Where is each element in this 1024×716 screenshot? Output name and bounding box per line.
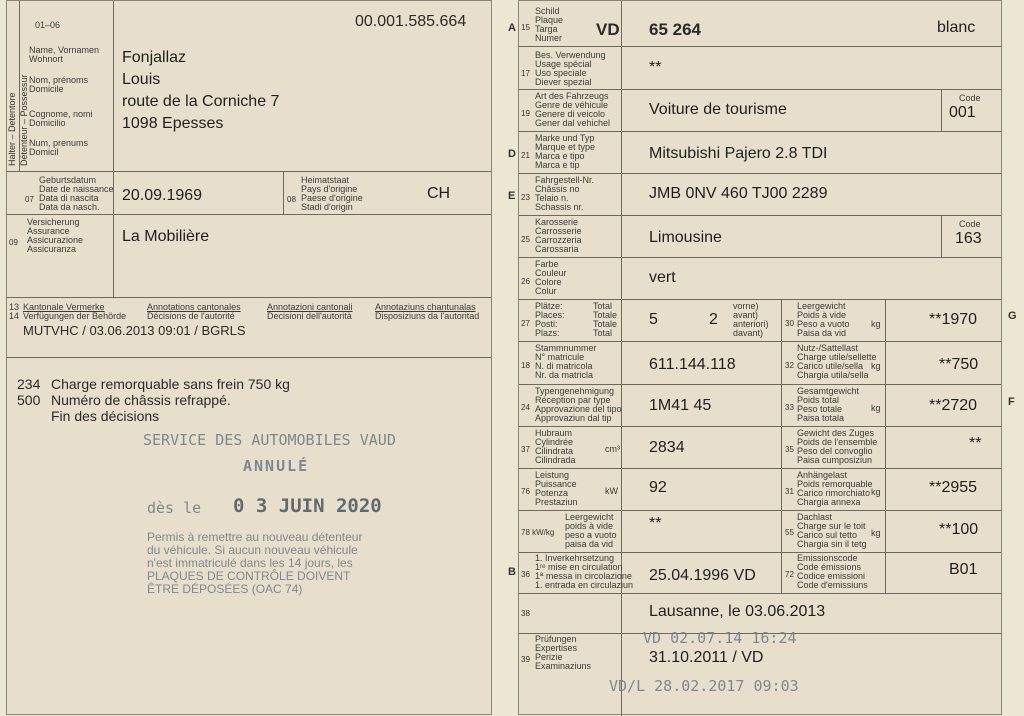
plate-color: blanc	[937, 19, 976, 36]
field-number-55: 55	[785, 528, 794, 537]
total-weight-label: Gesamtgewicht Poids total Peso totale Paisa totala	[797, 386, 860, 423]
special-use-value: **	[649, 59, 662, 76]
field-number-17: 17	[521, 69, 530, 78]
code-label: Code	[959, 93, 981, 103]
name-label-de: Name, Vornamen Wohnort	[29, 45, 100, 64]
vehicle-color: vert	[649, 269, 676, 286]
decision-item: Fin des décisions	[51, 408, 160, 424]
cancellation-date: 0 3 JUIN 2020	[233, 495, 382, 517]
field-number-25: 25	[521, 235, 530, 244]
cancellation-stamp-annule: ANNULÉ	[243, 457, 310, 475]
body-label: Karosserie Carrosserie Carrozzeria Carossaria	[535, 217, 582, 254]
trailer-load: **2955	[929, 479, 978, 496]
holder-line: Fonjallaz	[122, 49, 187, 66]
plate-canton: VD	[596, 20, 620, 39]
field-number-35: 35	[785, 445, 794, 454]
field-number-27: 27	[521, 319, 530, 328]
power: 92	[649, 479, 667, 496]
kg-unit: kg	[871, 487, 881, 497]
roof-load: **100	[939, 521, 979, 538]
cantonal-label-fr: Annotations cantonales	[147, 302, 241, 312]
name-label-it: Cognome, nomi Domicilio	[29, 109, 93, 128]
field-number-01-06: 01–06	[35, 20, 61, 30]
birth-date: 20.09.1969	[122, 187, 203, 204]
decisions-label-fr: Décisions de l'autorité	[147, 311, 235, 321]
field-number-23: 23	[521, 193, 530, 202]
holder-section-label-fr: Détenteur – Possessur	[19, 74, 29, 166]
kg-unit: kg	[871, 403, 881, 413]
empty-weight-label: Leergewicht Poids à vide Peso a vuoto Paisa da vid	[797, 301, 850, 338]
matricule: 611.144.118	[649, 356, 736, 373]
holder-line: 1098 Epesses	[122, 115, 224, 132]
cylinder-capacity: 2834	[649, 439, 685, 456]
name-label-rm: Num, prenums Domicil	[29, 138, 89, 157]
chassis-number: JMB 0NV 460 TJ00 2289	[649, 185, 828, 202]
plate-label: Schild Plaque Targa Numer	[535, 6, 564, 43]
margin-letter-a: A	[508, 22, 516, 34]
train-weight-label: Gewicht des Zuges Poids de l'ensemble Peso del convoglio Paisa cumposiziun	[797, 428, 878, 465]
power-label: Leistung Puissance Potenza Prestaziun	[535, 470, 578, 507]
cantonal-label-de: Kantonale Vermerke	[23, 302, 105, 312]
chassis-label: Fahrgestell-Nr. Châssis no Telaio n. Schassis nr.	[535, 175, 595, 212]
field-number-07: 07	[25, 195, 34, 204]
decision-item: 500 Numéro de châssis refrappé.	[17, 392, 231, 408]
name-label-fr: Nom, prénoms Domicile	[29, 75, 89, 94]
margin-letter-b: B	[508, 566, 516, 578]
last-examination: 31.10.2011 / VD	[649, 649, 764, 666]
field-number-13: 13	[9, 302, 20, 312]
right-page	[518, 0, 1002, 715]
holder-name-address	[122, 47, 279, 135]
inspection-stamp-2014: VD 02.07.14 16:24	[643, 629, 797, 647]
holder-section-label-de: Halter – Detentore	[7, 92, 17, 166]
seats-label: Plätze: Places: Posti: Plazs:	[535, 301, 565, 338]
field-number-09: 09	[9, 238, 18, 247]
field-number-78: 78 kW/kg	[521, 528, 555, 537]
kw-unit: kW	[605, 486, 618, 496]
field-number-26: 26	[521, 277, 530, 286]
field-number-30: 30	[785, 319, 794, 328]
plate-number: 65 264	[649, 20, 701, 39]
type-approval: 1M41 45	[649, 397, 712, 414]
field-number-18: 18	[521, 361, 530, 370]
type-approval-label: Typengenehmigung Réception par type Approvazione del tipo Approvaziun dal tip	[535, 386, 622, 423]
document-number: 00.001.585.664	[355, 13, 467, 30]
roof-load-label: Dachlast Charge sur le toit Carico sul tetto Chargia sin il tetg	[797, 512, 867, 549]
field-number-19: 19	[521, 109, 530, 118]
field-number-37: 37	[521, 445, 530, 454]
field-number-15: 15	[521, 23, 530, 32]
body-code: 163	[955, 230, 982, 247]
field-number-24: 24	[521, 403, 530, 412]
holder-line: Louis	[122, 71, 161, 88]
matricule-label: Stammnummer N° matricule N. di matricola Nr. da matricla	[535, 343, 597, 380]
payload: **750	[939, 356, 979, 373]
field-number-36: 36	[521, 570, 530, 579]
cancellation-stamp-des: dès le	[147, 499, 202, 517]
birth-date-label: Geburtsdatum Date de naissance Data di nascita Data da nasch.	[39, 175, 114, 212]
kg-unit: kg	[871, 528, 881, 538]
kg-unit: kg	[871, 319, 881, 329]
vehicle-type-label: Art des Fahrzeugs Genre de véhicule Genere di veicolo Gener dal vehichel	[535, 91, 611, 128]
body-type: Limousine	[649, 229, 722, 246]
left-page	[6, 0, 492, 715]
field-number-21: 21	[521, 151, 530, 160]
field-number-39: 39	[521, 655, 530, 664]
insurance-value: La Mobilière	[122, 228, 210, 245]
power-weight-ratio: **	[649, 515, 662, 532]
cantonal-label-it: Annotazioni cantonali	[267, 302, 353, 312]
emission-code: B01	[949, 561, 978, 578]
origin-value: CH	[427, 185, 451, 202]
cancellation-stamp-text: Permis à remettre au nouveau détenteur du véhicule. Si aucun nouveau véhicule n'est immatriculé dans les 14 jours, les PLAQUES DE CONTRÔLE DOIVENT ÊTRE DÉPOSÉES (OAC 74)	[147, 530, 363, 596]
cm3-unit: cm³	[605, 444, 620, 454]
emission-code-label: Emissionscode Code émissions Codice emissioni Code d'emissiuns	[797, 553, 868, 590]
make-type: Mitsubishi Pajero 2.8 TDI	[649, 145, 828, 162]
field-number-38: 38	[521, 609, 530, 618]
code-label: Code	[959, 219, 981, 229]
empty-weight: **1970	[929, 311, 978, 328]
seats-front: 2	[709, 311, 718, 328]
special-use-label: Bes. Verwendung Usage spécial Uso speciale Diever spezial	[535, 50, 606, 87]
margin-letter-g: G	[1008, 310, 1017, 322]
kg-unit: kg	[871, 361, 881, 371]
make-label: Marke und Typ Marque et type Marca e tipo Marca e tip	[535, 133, 596, 170]
field-number-14: 14	[9, 311, 20, 321]
seats-total-label: Total Totale Totale Total	[593, 301, 618, 338]
first-registration: 25.04.1996 VD	[649, 567, 756, 584]
issue-place-date: Lausanne, le 03.06.2013	[649, 603, 826, 620]
vehicle-type: Voiture de tourisme	[649, 101, 787, 118]
insurance-label: Versicherung Assurance Assicurazione Assicuranza	[27, 217, 84, 254]
field-number-32: 32	[785, 361, 794, 370]
seats-front-label: vorne) avant) anteriori) davant)	[733, 301, 769, 338]
field-number-76: 76	[521, 487, 530, 496]
holder-line: route de la Corniche 7	[122, 93, 280, 110]
cantonal-label-rm: Annotaziuns chantunalas	[375, 302, 476, 312]
cantonal-annotation: MUTVHC / 03.06.2013 09:01 / BGRLS	[23, 323, 246, 338]
field-number-31: 31	[785, 487, 794, 496]
first-registration-label: 1. Inverkehrsetzung 1ʳᵉ mise en circulation 1ª messa in circolazione 1. entrada en circulaziun	[535, 553, 634, 590]
field-number-33: 33	[785, 403, 794, 412]
seats-total: 5	[649, 311, 658, 328]
total-weight: **2720	[929, 397, 978, 414]
margin-letter-d: D	[508, 148, 516, 160]
payload-label: Nutz-/Sattellast Charge utile/sellette Carico utile/sella Chargia utila/sella	[797, 343, 877, 380]
train-weight: **	[969, 435, 982, 452]
vehicle-type-code: 001	[949, 104, 976, 121]
decisions-list	[17, 376, 290, 424]
decisions-label-it: Decisioni dell'autorità	[267, 311, 352, 321]
trailer-load-label: Anhängelast Poids remorquable Carico rimorchiato Chargia annexa	[797, 470, 873, 507]
decisions-label-rm: Disposiziuns da l'autoritad	[375, 311, 480, 321]
cylinder-label: Hubraum Cylindrée Cilindrata Cilindrada	[535, 428, 576, 465]
power-weight-label: Leergewicht poids à vide peso a vuoto paisa da vid	[565, 512, 617, 549]
examination-label: Prüfungen Expertises Perizie Examinaziuns	[535, 634, 592, 671]
margin-letter-e: E	[508, 190, 516, 202]
decisions-label-de: Verfügungen der Behörde	[23, 311, 127, 321]
cancellation-stamp-title: SERVICE DES AUTOMOBILES VAUD	[143, 431, 396, 449]
origin-label: Heimatstaat Pays d'origine Paese d'origine Stadi d'origin	[301, 175, 363, 212]
decision-item: 234 Charge remorquable sans frein 750 kg	[17, 376, 290, 392]
color-label: Farbe Couleur Colore Colur	[535, 259, 567, 296]
margin-letter-f: F	[1008, 396, 1015, 408]
field-number-08: 08	[287, 195, 296, 204]
field-number-72: 72	[785, 570, 794, 579]
inspection-stamp-2017: VD/L 28.02.2017 09:03	[609, 677, 799, 695]
